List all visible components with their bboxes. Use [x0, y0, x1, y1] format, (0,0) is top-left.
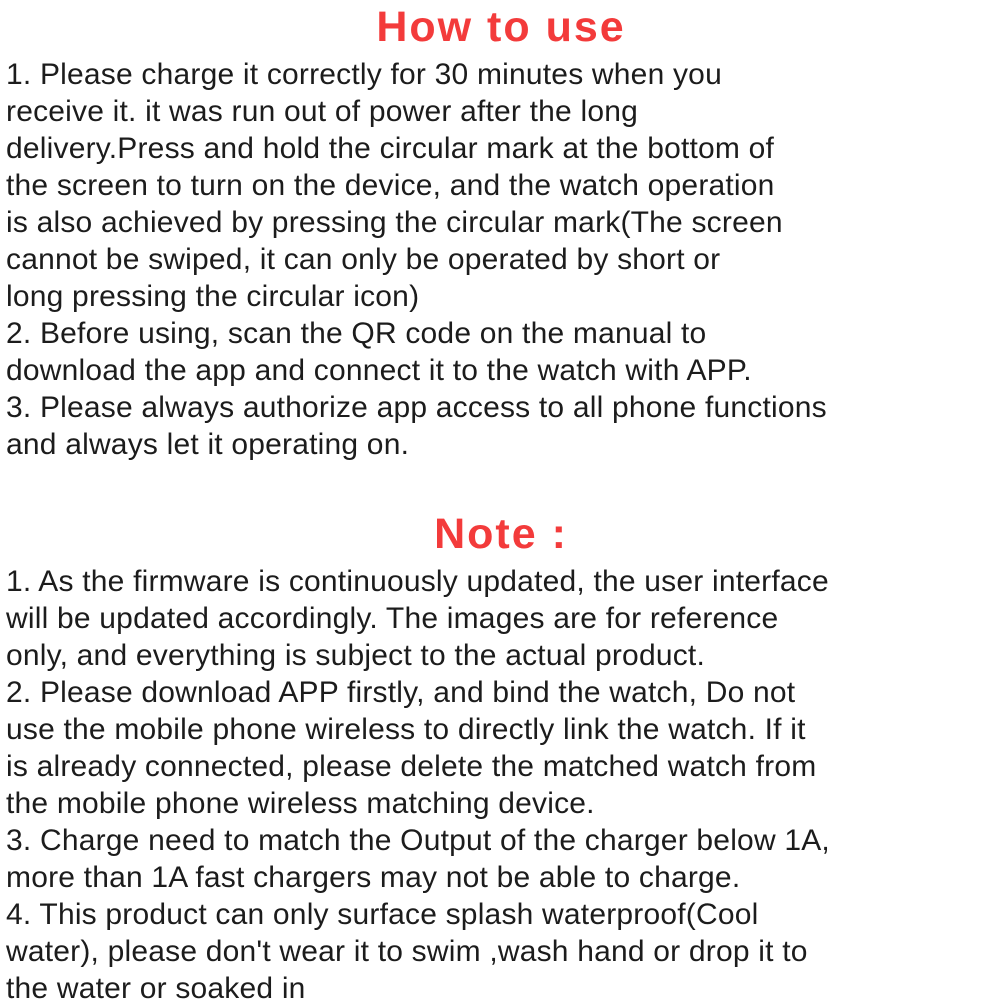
how-to-use-heading: How to use	[376, 3, 626, 51]
text-line: delivery.Press and hold the circular mark at the bottom of	[6, 132, 775, 165]
text-line: 4. This product can only surface splash waterproof(Cool	[6, 898, 759, 931]
text-line: the screen to turn on the device, and the watch operation	[6, 169, 775, 202]
text-line: is already connected, please delete the matched watch from	[6, 750, 817, 783]
text-line: 1. As the firmware is continuously updated, the user interface	[6, 565, 829, 598]
text-line: cannot be swiped, it can only be operated by short or	[6, 243, 721, 276]
text-line: will be updated accordingly. The images are for reference	[6, 602, 779, 635]
note-heading: Note :	[434, 510, 568, 558]
text-line: long pressing the circular icon)	[6, 280, 420, 313]
text-line: 3. Please always authorize app access to all phone functions	[6, 391, 827, 424]
text-line: and always let it operating on.	[6, 428, 410, 461]
text-line: water), please don't wear it to swim ,wash hand or drop it to	[6, 935, 808, 968]
note-body	[6, 563, 996, 1000]
text-line: only, and everything is subject to the actual product.	[6, 639, 705, 672]
section-how-to-use	[6, 2, 996, 463]
text-line: 3. Charge need to match the Output of the charger below 1A,	[6, 824, 830, 857]
text-line: use the mobile phone wireless to directly link the watch. If it	[6, 713, 806, 746]
text-line: is also achieved by pressing the circular mark(The screen	[6, 206, 783, 239]
text-line: download the app and connect it to the watch with APP.	[6, 354, 752, 387]
text-line: the mobile phone wireless matching device.	[6, 787, 595, 820]
text-line: 1. Please charge it correctly for 30 minutes when you	[6, 58, 722, 91]
text-line: 2. Before using, scan the QR code on the manual to	[6, 317, 707, 350]
text-line: the water or soaked in	[6, 972, 306, 1000]
text-line: 2. Please download APP firstly, and bind the watch, Do not	[6, 676, 796, 709]
section-note	[6, 509, 996, 1000]
text-line: more than 1A fast chargers may not be able to charge.	[6, 861, 741, 894]
text-line: receive it. it was run out of power after the long	[6, 95, 638, 128]
how-to-use-body	[6, 56, 996, 463]
